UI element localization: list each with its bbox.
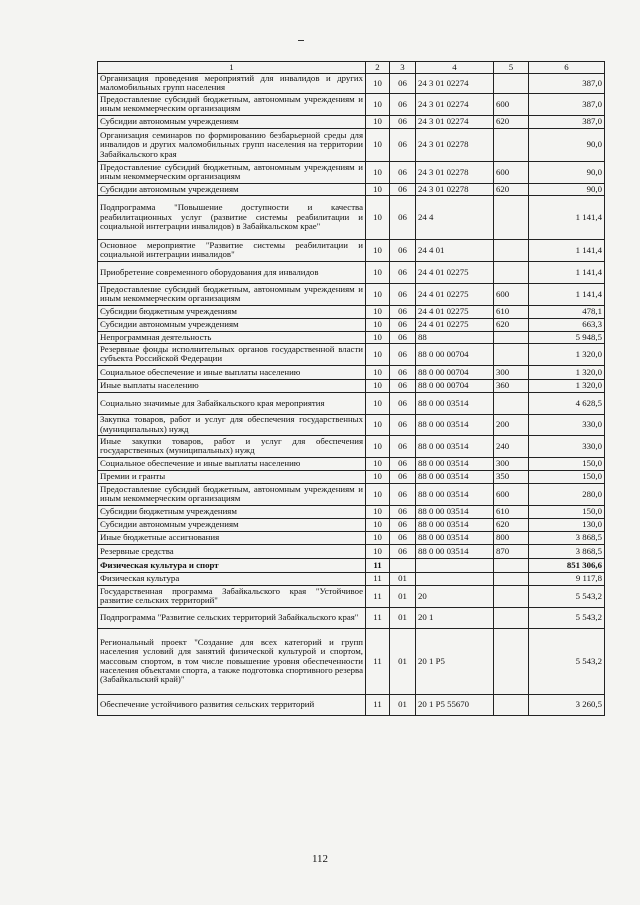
header-col-5: 5 bbox=[494, 62, 529, 74]
row-section-cell: 11 bbox=[366, 558, 390, 572]
table-row bbox=[98, 572, 605, 585]
row-expense-type-cell: 800 bbox=[494, 531, 529, 544]
row-section-cell: 10 bbox=[366, 195, 390, 239]
row-subsection-cell: 06 bbox=[390, 544, 416, 558]
row-subsection-cell: 06 bbox=[390, 161, 416, 183]
table-row bbox=[98, 161, 605, 183]
table-row bbox=[98, 435, 605, 457]
row-amount-cell: 9 117,8 bbox=[529, 572, 605, 585]
row-section-cell: 10 bbox=[366, 414, 390, 435]
row-name-cell: Подпрограмма "Развитие сельских территорий Забайкальского края" bbox=[98, 607, 366, 628]
row-expense-type-cell: 620 bbox=[494, 115, 529, 128]
row-target-article-cell: 88 0 00 03514 bbox=[416, 518, 494, 531]
row-expense-type-cell: 360 bbox=[494, 379, 529, 392]
row-name-cell: Иные выплаты населению bbox=[98, 379, 366, 392]
table-header-row bbox=[98, 62, 605, 74]
row-amount-cell: 4 628,5 bbox=[529, 392, 605, 414]
row-name-cell: Организация семинаров по формированию безбарьерной среды для инвалидов и других маломобильных групп населения на территории Забайкальского края bbox=[98, 128, 366, 161]
table-row bbox=[98, 585, 605, 607]
row-name-cell: Иные бюджетные ассигнования bbox=[98, 531, 366, 544]
row-subsection-cell: 01 bbox=[390, 572, 416, 585]
row-section-cell: 10 bbox=[366, 74, 390, 94]
row-amount-cell: 150,0 bbox=[529, 505, 605, 518]
row-section-cell: 10 bbox=[366, 161, 390, 183]
scan-mark bbox=[298, 40, 304, 41]
row-target-article-cell: 24 3 01 02274 bbox=[416, 115, 494, 128]
row-expense-type-cell: 870 bbox=[494, 544, 529, 558]
row-subsection-cell: 06 bbox=[390, 457, 416, 470]
row-subsection-cell: 06 bbox=[390, 505, 416, 518]
table-row bbox=[98, 74, 605, 94]
row-amount-cell: 663,3 bbox=[529, 318, 605, 331]
row-subsection-cell: 06 bbox=[390, 74, 416, 94]
row-target-article-cell: 88 0 00 03514 bbox=[416, 544, 494, 558]
row-name-cell: Обеспечение устойчивого развития сельских территорий bbox=[98, 694, 366, 715]
table-row bbox=[98, 128, 605, 161]
row-name-cell: Субсидии автономным учреждениям bbox=[98, 183, 366, 195]
row-target-article-cell: 24 4 01 02275 bbox=[416, 318, 494, 331]
row-subsection-cell: 06 bbox=[390, 343, 416, 365]
row-subsection-cell bbox=[390, 558, 416, 572]
row-expense-type-cell: 620 bbox=[494, 518, 529, 531]
table-row bbox=[98, 505, 605, 518]
row-expense-type-cell: 600 bbox=[494, 483, 529, 505]
table-row bbox=[98, 483, 605, 505]
row-amount-cell: 1 320,0 bbox=[529, 365, 605, 379]
row-section-cell: 10 bbox=[366, 239, 390, 261]
row-target-article-cell: 88 0 00 03514 bbox=[416, 483, 494, 505]
table-row bbox=[98, 392, 605, 414]
row-name-cell: Социальное обеспечение и иные выплаты населению bbox=[98, 457, 366, 470]
header-col-3: 3 bbox=[390, 62, 416, 74]
row-amount-cell: 130,0 bbox=[529, 518, 605, 531]
row-target-article-cell: 88 0 00 03514 bbox=[416, 470, 494, 483]
row-section-cell: 10 bbox=[366, 283, 390, 305]
row-name-cell: Предоставление субсидий бюджетным, автономным учреждениям и иным некоммерческим организациям bbox=[98, 483, 366, 505]
row-name-cell: Предоставление субсидий бюджетным, автономным учреждениям и иным некоммерческим организациям bbox=[98, 93, 366, 115]
table-row bbox=[98, 558, 605, 572]
row-section-cell: 10 bbox=[366, 128, 390, 161]
row-subsection-cell: 06 bbox=[390, 392, 416, 414]
row-expense-type-cell bbox=[494, 195, 529, 239]
row-expense-type-cell: 300 bbox=[494, 365, 529, 379]
row-expense-type-cell: 620 bbox=[494, 318, 529, 331]
row-subsection-cell: 06 bbox=[390, 483, 416, 505]
row-section-cell: 10 bbox=[366, 365, 390, 379]
row-amount-cell: 1 141,4 bbox=[529, 283, 605, 305]
row-name-cell: Государственная программа Забайкальского края "Устойчивое развитие сельских территорий" bbox=[98, 585, 366, 607]
row-target-article-cell: 88 0 00 03514 bbox=[416, 531, 494, 544]
row-target-article-cell: 24 4 01 02275 bbox=[416, 283, 494, 305]
row-expense-type-cell bbox=[494, 74, 529, 94]
row-subsection-cell: 06 bbox=[390, 195, 416, 239]
row-section-cell: 10 bbox=[366, 544, 390, 558]
row-section-cell: 10 bbox=[366, 457, 390, 470]
row-name-cell: Основное мероприятие "Развитие системы реабилитации и социальной интеграции инвалидов" bbox=[98, 239, 366, 261]
row-amount-cell: 150,0 bbox=[529, 470, 605, 483]
row-target-article-cell: 24 4 01 bbox=[416, 239, 494, 261]
row-expense-type-cell bbox=[494, 694, 529, 715]
row-target-article-cell: 88 0 00 03514 bbox=[416, 392, 494, 414]
row-expense-type-cell: 240 bbox=[494, 435, 529, 457]
row-target-article-cell: 24 3 01 02278 bbox=[416, 183, 494, 195]
row-subsection-cell: 06 bbox=[390, 283, 416, 305]
row-subsection-cell: 06 bbox=[390, 531, 416, 544]
row-section-cell: 10 bbox=[366, 261, 390, 283]
table-row bbox=[98, 343, 605, 365]
table-row bbox=[98, 305, 605, 318]
header-col-1: 1 bbox=[98, 62, 366, 74]
row-name-cell: Непрограммная деятельность bbox=[98, 331, 366, 343]
row-expense-type-cell: 610 bbox=[494, 305, 529, 318]
row-expense-type-cell bbox=[494, 392, 529, 414]
row-target-article-cell: 24 4 bbox=[416, 195, 494, 239]
row-subsection-cell: 06 bbox=[390, 115, 416, 128]
row-expense-type-cell: 600 bbox=[494, 161, 529, 183]
row-subsection-cell: 06 bbox=[390, 183, 416, 195]
table-row bbox=[98, 195, 605, 239]
row-expense-type-cell: 200 bbox=[494, 414, 529, 435]
row-subsection-cell: 06 bbox=[390, 470, 416, 483]
row-target-article-cell: 88 0 00 03514 bbox=[416, 435, 494, 457]
table-row bbox=[98, 379, 605, 392]
table-row bbox=[98, 607, 605, 628]
row-name-cell: Закупка товаров, работ и услуг для обеспечения государственных (муниципальных) нужд bbox=[98, 414, 366, 435]
table-row bbox=[98, 628, 605, 694]
row-target-article-cell bbox=[416, 572, 494, 585]
row-target-article-cell: 24 3 01 02278 bbox=[416, 128, 494, 161]
row-amount-cell: 387,0 bbox=[529, 115, 605, 128]
row-amount-cell: 330,0 bbox=[529, 414, 605, 435]
row-amount-cell: 1 141,4 bbox=[529, 195, 605, 239]
row-expense-type-cell: 600 bbox=[494, 93, 529, 115]
row-expense-type-cell: 600 bbox=[494, 283, 529, 305]
row-amount-cell: 3 868,5 bbox=[529, 544, 605, 558]
row-name-cell: Предоставление субсидий бюджетным, автономным учреждениям и иным некоммерческим организациям bbox=[98, 161, 366, 183]
row-amount-cell: 387,0 bbox=[529, 93, 605, 115]
row-amount-cell: 5 543,2 bbox=[529, 607, 605, 628]
row-amount-cell: 1 141,4 bbox=[529, 239, 605, 261]
row-expense-type-cell bbox=[494, 628, 529, 694]
table-row bbox=[98, 694, 605, 715]
row-name-cell: Социально значимые для Забайкальского края мероприятия bbox=[98, 392, 366, 414]
row-target-article-cell: 24 3 01 02278 bbox=[416, 161, 494, 183]
row-section-cell: 10 bbox=[366, 392, 390, 414]
row-expense-type-cell bbox=[494, 128, 529, 161]
row-expense-type-cell bbox=[494, 331, 529, 343]
budget-table-body bbox=[98, 62, 605, 716]
row-subsection-cell: 06 bbox=[390, 435, 416, 457]
row-amount-cell: 280,0 bbox=[529, 483, 605, 505]
row-name-cell: Резервные фонды исполнительных органов государственной власти субъекта Российской Федерации bbox=[98, 343, 366, 365]
row-amount-cell: 5 543,2 bbox=[529, 585, 605, 607]
row-name-cell: Приобретение современного оборудования для инвалидов bbox=[98, 261, 366, 283]
row-subsection-cell: 06 bbox=[390, 128, 416, 161]
row-amount-cell: 1 320,0 bbox=[529, 343, 605, 365]
table-row bbox=[98, 518, 605, 531]
row-target-article-cell: 24 4 01 02275 bbox=[416, 261, 494, 283]
row-amount-cell: 90,0 bbox=[529, 128, 605, 161]
row-name-cell: Физическая культура bbox=[98, 572, 366, 585]
row-amount-cell: 851 306,6 bbox=[529, 558, 605, 572]
row-section-cell: 11 bbox=[366, 572, 390, 585]
row-section-cell: 10 bbox=[366, 93, 390, 115]
row-section-cell: 10 bbox=[366, 531, 390, 544]
row-amount-cell: 387,0 bbox=[529, 74, 605, 94]
row-target-article-cell: 24 4 01 02275 bbox=[416, 305, 494, 318]
row-name-cell: Премии и гранты bbox=[98, 470, 366, 483]
row-expense-type-cell bbox=[494, 607, 529, 628]
table-row bbox=[98, 414, 605, 435]
row-section-cell: 10 bbox=[366, 470, 390, 483]
row-expense-type-cell bbox=[494, 343, 529, 365]
row-amount-cell: 90,0 bbox=[529, 161, 605, 183]
row-target-article-cell: 88 0 00 03514 bbox=[416, 414, 494, 435]
row-section-cell: 10 bbox=[366, 331, 390, 343]
row-section-cell: 10 bbox=[366, 183, 390, 195]
row-section-cell: 10 bbox=[366, 305, 390, 318]
row-target-article-cell: 20 1 P5 55670 bbox=[416, 694, 494, 715]
row-expense-type-cell bbox=[494, 239, 529, 261]
row-amount-cell: 3 260,5 bbox=[529, 694, 605, 715]
table-row bbox=[98, 183, 605, 195]
row-section-cell: 10 bbox=[366, 435, 390, 457]
row-expense-type-cell bbox=[494, 585, 529, 607]
row-subsection-cell: 06 bbox=[390, 239, 416, 261]
row-amount-cell: 5 948,5 bbox=[529, 331, 605, 343]
table-row bbox=[98, 470, 605, 483]
row-subsection-cell: 06 bbox=[390, 379, 416, 392]
row-name-cell: Организация проведения мероприятий для инвалидов и других маломобильных групп населения bbox=[98, 74, 366, 94]
table-row bbox=[98, 239, 605, 261]
row-name-cell: Физическая культура и спорт bbox=[98, 558, 366, 572]
row-name-cell: Субсидии автономным учреждениям bbox=[98, 115, 366, 128]
table-row bbox=[98, 531, 605, 544]
row-name-cell: Субсидии бюджетным учреждениям bbox=[98, 305, 366, 318]
table-row bbox=[98, 331, 605, 343]
row-expense-type-cell bbox=[494, 572, 529, 585]
row-name-cell: Предоставление субсидий бюджетным, автономным учреждениям и иным некоммерческим организациям bbox=[98, 283, 366, 305]
row-name-cell: Иные закупки товаров, работ и услуг для обеспечения государственных (муниципальных) нужд bbox=[98, 435, 366, 457]
table-row bbox=[98, 115, 605, 128]
row-name-cell: Субсидии бюджетным учреждениям bbox=[98, 505, 366, 518]
row-expense-type-cell: 620 bbox=[494, 183, 529, 195]
row-section-cell: 10 bbox=[366, 379, 390, 392]
row-expense-type-cell bbox=[494, 261, 529, 283]
row-amount-cell: 150,0 bbox=[529, 457, 605, 470]
row-target-article-cell: 88 0 00 03514 bbox=[416, 505, 494, 518]
row-target-article-cell: 20 1 bbox=[416, 607, 494, 628]
header-col-4: 4 bbox=[416, 62, 494, 74]
row-section-cell: 10 bbox=[366, 318, 390, 331]
row-amount-cell: 1 141,4 bbox=[529, 261, 605, 283]
row-target-article-cell: 24 3 01 02274 bbox=[416, 74, 494, 94]
row-target-article-cell: 88 0 00 03514 bbox=[416, 457, 494, 470]
row-section-cell: 10 bbox=[366, 518, 390, 531]
row-amount-cell: 90,0 bbox=[529, 183, 605, 195]
row-expense-type-cell bbox=[494, 558, 529, 572]
row-subsection-cell: 06 bbox=[390, 305, 416, 318]
row-name-cell: Подпрограмма "Повышение доступности и качества реабилитационных услуг (развитие системы реабилитации и социальной интеграции инвалидов) в Забайкальском крае" bbox=[98, 195, 366, 239]
table-row bbox=[98, 93, 605, 115]
row-target-article-cell: 20 bbox=[416, 585, 494, 607]
row-subsection-cell: 06 bbox=[390, 365, 416, 379]
row-amount-cell: 330,0 bbox=[529, 435, 605, 457]
row-section-cell: 11 bbox=[366, 607, 390, 628]
row-name-cell: Социальное обеспечение и иные выплаты населению bbox=[98, 365, 366, 379]
table-row bbox=[98, 544, 605, 558]
row-subsection-cell: 01 bbox=[390, 607, 416, 628]
row-target-article-cell bbox=[416, 558, 494, 572]
row-target-article-cell: 88 0 00 00704 bbox=[416, 365, 494, 379]
budget-table bbox=[97, 61, 605, 716]
row-target-article-cell: 88 bbox=[416, 331, 494, 343]
row-name-cell: Региональный проект "Создание для всех категорий и групп населения условий для занятий физической культурой и спортом, массовым спортом, в том числе повышение уровня обеспеченности населения объектами спорта, а также подготовка спортивного резерва (Забайкальский край)" bbox=[98, 628, 366, 694]
row-subsection-cell: 06 bbox=[390, 93, 416, 115]
header-col-2: 2 bbox=[366, 62, 390, 74]
row-name-cell: Резервные средства bbox=[98, 544, 366, 558]
table-row bbox=[98, 261, 605, 283]
row-target-article-cell: 20 1 P5 bbox=[416, 628, 494, 694]
row-target-article-cell: 88 0 00 00704 bbox=[416, 343, 494, 365]
row-expense-type-cell: 610 bbox=[494, 505, 529, 518]
row-section-cell: 10 bbox=[366, 483, 390, 505]
row-name-cell: Субсидии автономным учреждениям bbox=[98, 518, 366, 531]
row-target-article-cell: 24 3 01 02274 bbox=[416, 93, 494, 115]
row-section-cell: 10 bbox=[366, 505, 390, 518]
row-amount-cell: 478,1 bbox=[529, 305, 605, 318]
table-row bbox=[98, 318, 605, 331]
row-amount-cell: 1 320,0 bbox=[529, 379, 605, 392]
row-expense-type-cell: 350 bbox=[494, 470, 529, 483]
row-section-cell: 11 bbox=[366, 628, 390, 694]
row-section-cell: 10 bbox=[366, 343, 390, 365]
row-subsection-cell: 06 bbox=[390, 318, 416, 331]
table-row bbox=[98, 365, 605, 379]
row-section-cell: 11 bbox=[366, 585, 390, 607]
table-row bbox=[98, 457, 605, 470]
row-target-article-cell: 88 0 00 00704 bbox=[416, 379, 494, 392]
row-name-cell: Субсидии автономным учреждениям bbox=[98, 318, 366, 331]
row-subsection-cell: 01 bbox=[390, 628, 416, 694]
header-col-6: 6 bbox=[529, 62, 605, 74]
row-subsection-cell: 01 bbox=[390, 585, 416, 607]
row-section-cell: 10 bbox=[366, 115, 390, 128]
page-number: 112 bbox=[311, 853, 329, 865]
row-subsection-cell: 01 bbox=[390, 694, 416, 715]
row-section-cell: 11 bbox=[366, 694, 390, 715]
row-subsection-cell: 06 bbox=[390, 518, 416, 531]
row-subsection-cell: 06 bbox=[390, 414, 416, 435]
row-amount-cell: 3 868,5 bbox=[529, 531, 605, 544]
row-amount-cell: 5 543,2 bbox=[529, 628, 605, 694]
table-row bbox=[98, 283, 605, 305]
row-subsection-cell: 06 bbox=[390, 261, 416, 283]
row-expense-type-cell: 300 bbox=[494, 457, 529, 470]
row-subsection-cell: 06 bbox=[390, 331, 416, 343]
